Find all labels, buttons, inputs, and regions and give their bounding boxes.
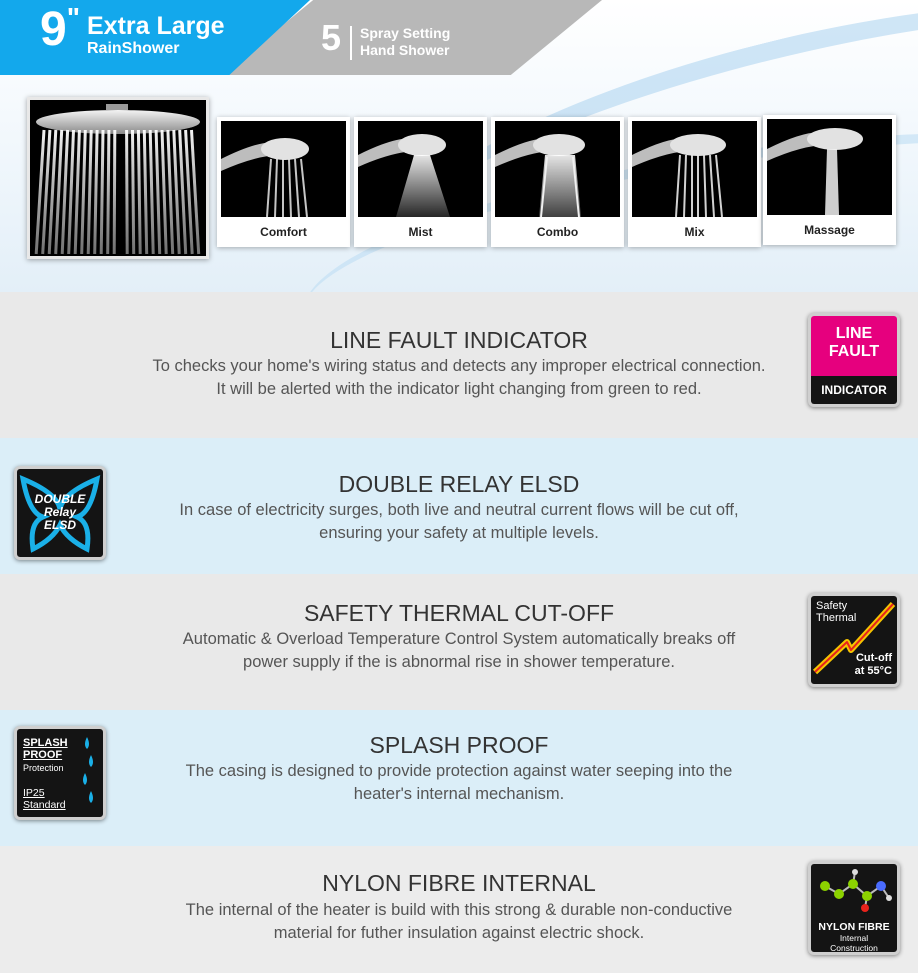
water-stream	[133, 130, 134, 254]
rainshower-label: RainShower	[87, 40, 180, 57]
badge-text-group	[17, 493, 103, 532]
divider	[350, 26, 352, 60]
feature-description: heater's internal mechanism.	[353, 785, 565, 803]
hand-shower-label: Hand Shower	[360, 42, 450, 58]
water-stream	[69, 130, 74, 254]
water-stream	[56, 130, 62, 254]
feature-description: The casing is designed to provide protection against water seeping into the	[185, 762, 733, 780]
badge-text: PROOF	[23, 749, 63, 761]
combo-spray-icon	[495, 121, 620, 217]
spray-setting-label: Spray Setting	[360, 25, 451, 41]
badge-text: ELSD	[43, 518, 76, 532]
feature-description: ensuring your safety at multiple levels.	[319, 524, 599, 542]
double-relay-badge	[14, 466, 106, 560]
badge-text: SPLASH	[23, 737, 68, 749]
water-stream	[156, 130, 160, 254]
badge-text-group	[816, 600, 856, 624]
water-stream	[150, 130, 153, 254]
rainshower-photo	[27, 97, 209, 259]
badge-text: FAULT	[828, 343, 880, 360]
badge-text: DOUBLE	[34, 492, 86, 506]
badge-text: Protection	[23, 763, 64, 773]
size-number: 9"	[40, 2, 80, 56]
badge-text-group	[855, 652, 892, 678]
massage-spray-icon	[767, 119, 892, 215]
feature-title: LINE FAULT INDICATOR	[330, 327, 588, 353]
feature-description: In case of electricity surges, both live and neutral current flows will be cut off,	[179, 501, 739, 519]
water-stream	[82, 130, 86, 254]
spray-mode-label: Mist	[408, 225, 433, 239]
spray-photo	[221, 121, 346, 217]
water-stream	[138, 130, 140, 254]
badge-text: Safety	[816, 600, 848, 612]
badge-text-group	[23, 737, 68, 774]
spray-card-mist	[354, 117, 487, 247]
water-stream	[174, 130, 179, 254]
badge-text: NYLON FIBRE	[818, 921, 890, 933]
water-stream	[127, 130, 128, 254]
feature-description: The internal of the heater is build with this strong & durable non-conductive	[185, 901, 733, 919]
water-stream	[144, 130, 146, 254]
thermal-badge	[808, 593, 900, 687]
spray-mode-label: Comfort	[260, 225, 307, 239]
spray-card-comfort	[217, 117, 350, 247]
spray-mode-label: Combo	[536, 225, 579, 239]
feature-nylon-fibre	[0, 846, 918, 973]
feature-description: Automatic & Overload Temperature Control System automatically breaks off	[182, 630, 736, 648]
badge-text: IP25	[23, 787, 45, 799]
feature-double-relay	[0, 438, 918, 574]
water-stream	[95, 130, 97, 254]
water-drop-icon	[79, 733, 99, 813]
feature-description: To checks your home's wiring status and detects any improper electrical connection.	[152, 357, 766, 375]
spray-mode-label: Mix	[684, 225, 705, 239]
water-stream	[168, 130, 173, 254]
feature-splash-proof	[0, 710, 918, 846]
mix-spray-icon	[632, 121, 757, 217]
spray-photo	[632, 121, 757, 217]
badge-text: at 55°C	[854, 665, 892, 677]
water-stream	[180, 130, 186, 254]
feature-thermal-cutoff	[0, 574, 918, 710]
feature-title: SAFETY THERMAL CUT-OFF	[303, 600, 615, 626]
badge-text: Relay	[43, 505, 77, 519]
spray-card-massage	[763, 115, 896, 245]
feature-title: DOUBLE RELAY ELSD	[338, 471, 580, 497]
badge-text: Internal	[839, 933, 869, 943]
water-stream	[62, 130, 67, 254]
line-fault-badge	[808, 313, 900, 407]
badge-text: Standard	[23, 799, 66, 811]
mist-spray-icon	[358, 121, 483, 217]
badge-text: Thermal	[816, 612, 857, 624]
hero-banner	[0, 0, 918, 292]
spray-photo	[767, 119, 892, 215]
spray-mode-label: Massage	[804, 223, 855, 237]
badge-text: LINE	[835, 325, 873, 342]
water-stream	[75, 130, 79, 254]
spray-photo	[358, 121, 483, 217]
comfort-spray-icon	[221, 121, 346, 217]
settings-count: 5	[321, 17, 342, 58]
water-stream	[101, 130, 103, 254]
rainshower-image	[30, 100, 206, 256]
molecule-icon	[811, 864, 897, 924]
feature-line-fault	[0, 292, 918, 438]
feature-title: NYLON FIBRE INTERNAL	[322, 870, 596, 896]
badge-text-group	[23, 787, 66, 811]
nylon-fibre-badge	[808, 861, 900, 955]
water-stream	[114, 130, 115, 254]
badge-text: Cut-off	[855, 652, 892, 664]
badge-text: INDICATOR	[811, 376, 897, 404]
water-stream	[88, 130, 91, 254]
spray-card-mix	[628, 117, 761, 247]
water-stream	[108, 130, 109, 254]
feature-description: material for futher insulation against electric shock.	[273, 924, 645, 942]
size-title: Extra Large	[87, 12, 225, 40]
splash-proof-badge	[14, 726, 106, 820]
badge-text-group	[811, 921, 897, 953]
spray-photo	[495, 121, 620, 217]
line-fault-badge-top	[811, 316, 897, 376]
water-stream	[162, 130, 166, 254]
feature-description: It will be alerted with the indicator light changing from green to red.	[216, 380, 702, 398]
feature-title: SPLASH PROOF	[369, 732, 549, 758]
badge-text: Construction	[830, 943, 878, 953]
spray-card-combo	[491, 117, 624, 247]
feature-description: power supply if the is abnormal rise in shower temperature.	[243, 653, 675, 671]
